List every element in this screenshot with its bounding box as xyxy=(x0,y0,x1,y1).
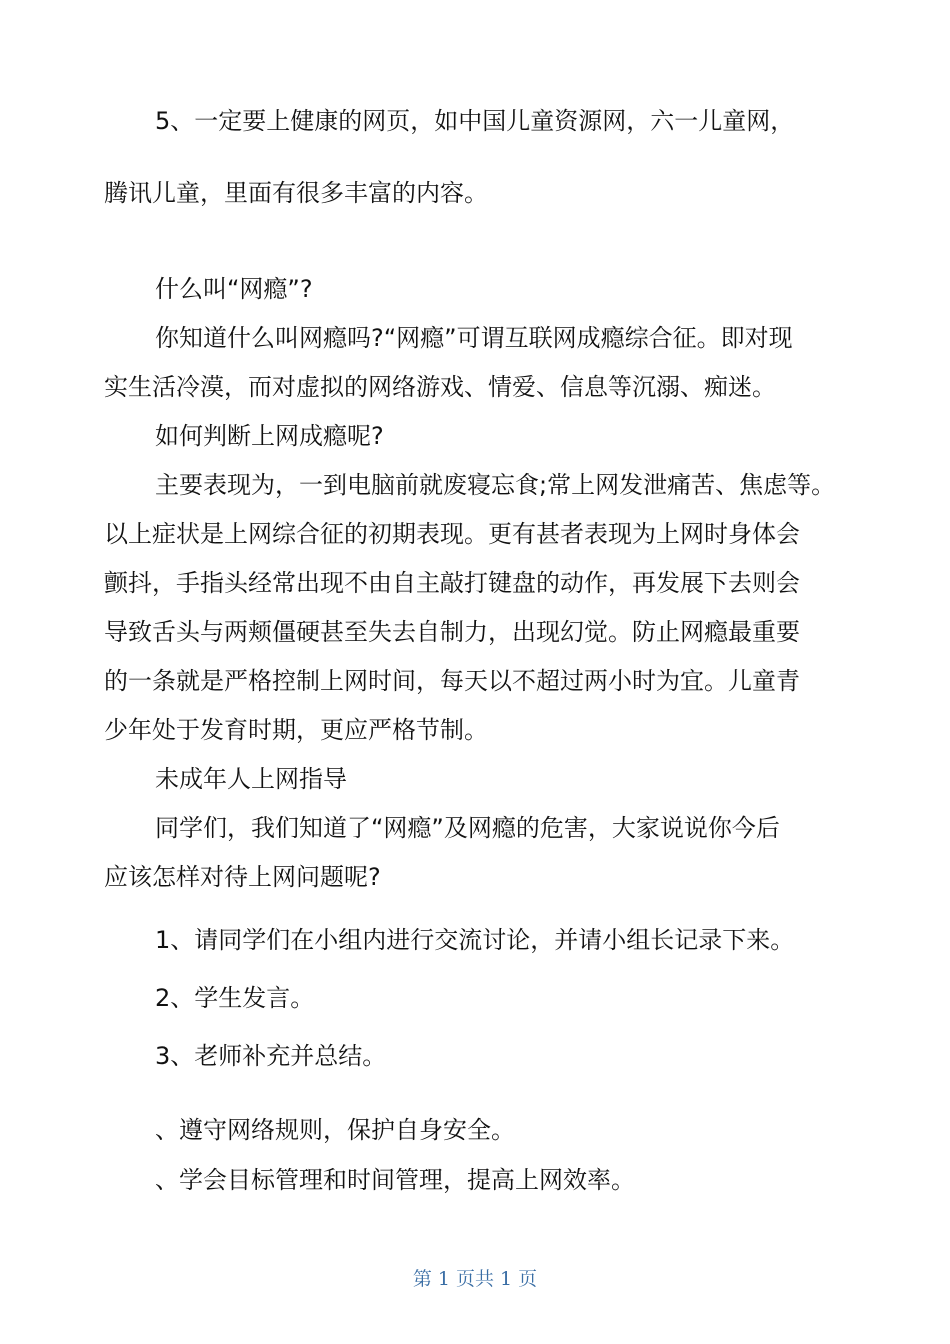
list-item: 3、老师补充并总结。 xyxy=(155,1042,387,1070)
text-line: 主要表现为，一到电脑前就废寝忘食;常上网发泄痛苦、焦虑等。 xyxy=(155,471,836,499)
text-line: 导致舌头与两颊僵硬甚至失去自制力，出现幻觉。防止网瘾最重要 xyxy=(104,618,800,646)
text-line: 少年处于发育时期，更应严格节制。 xyxy=(104,716,488,744)
list-item: 、学会目标管理和时间管理，提高上网效率。 xyxy=(155,1166,635,1194)
list-item: 、遵守网络规则，保护自身安全。 xyxy=(155,1116,515,1144)
list-item: 1、请同学们在小组内进行交流讨论，并请小组长记录下来。 xyxy=(155,926,795,954)
text-line: 实生活冷漠，而对虚拟的网络游戏、情爱、信息等沉溺、痴迷。 xyxy=(104,373,776,401)
text-line: 你知道什么叫网瘾吗?“网瘾”可谓互联网成瘾综合征。即对现 xyxy=(155,324,793,352)
section-heading: 未成年人上网指导 xyxy=(155,765,347,793)
list-item: 2、学生发言。 xyxy=(155,984,315,1012)
text-line: 应该怎样对待上网问题呢? xyxy=(104,863,381,891)
text-line: 的一条就是严格控制上网时间，每天以不超过两小时为宜。儿童青 xyxy=(104,667,800,695)
text-line: 以上症状是上网综合征的初期表现。更有甚者表现为上网时身体会 xyxy=(104,520,800,548)
text-line: 颤抖，手指头经常出现不由自主敲打键盘的动作，再发展下去则会 xyxy=(104,569,800,597)
section-heading: 什么叫“网瘾”? xyxy=(155,275,313,303)
page-footer: 第 1 页共 1 页 xyxy=(412,1268,538,1290)
text-line: 同学们，我们知道了“网瘾”及网瘾的危害，大家说说你今后 xyxy=(155,814,780,842)
section-heading: 如何判断上网成瘾呢? xyxy=(155,422,384,450)
text-line: 腾讯儿童，里面有很多丰富的内容。 xyxy=(104,179,488,207)
text-line: 5、一定要上健康的网页，如中国儿童资源网，六一儿童网， xyxy=(155,107,795,135)
